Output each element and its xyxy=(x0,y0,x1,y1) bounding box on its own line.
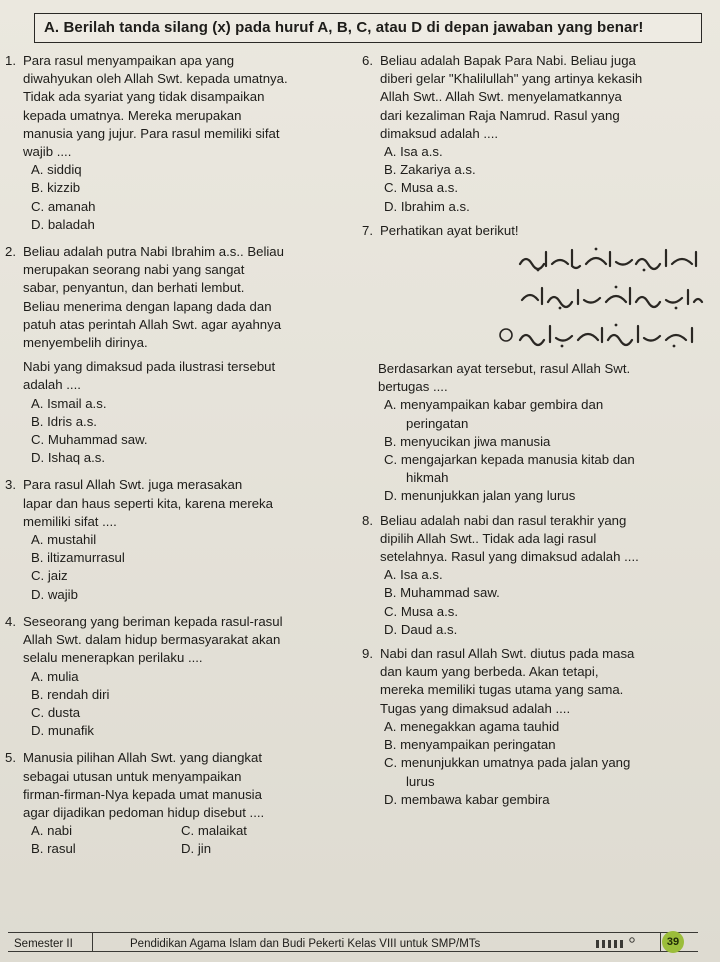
question-text-line: bertugas .... xyxy=(378,379,448,395)
question-5 xyxy=(5,749,357,822)
arabic-calligraphy-icon xyxy=(516,282,706,312)
question-number: 3. xyxy=(5,477,16,493)
answer-option[interactable]: B. iltizamurrasul xyxy=(31,550,125,566)
question-9 xyxy=(362,645,712,718)
answer-option[interactable]: B. Idris a.s. xyxy=(31,413,97,429)
question-text-line: lapar dan haus seperti kita, karena mereka xyxy=(23,495,273,511)
question-text-line: dari kezaliman Raja Namrud. Rasul yang xyxy=(380,107,620,123)
answer-option[interactable]: C. dusta xyxy=(31,704,81,720)
question-text-line: Berdasarkan ayat tersebut, rasul Allah Swt. xyxy=(378,361,631,377)
question-text-line: Para rasul Allah Swt. juga merasakan xyxy=(23,477,243,493)
question-text-line: Beliau adalah Bapak Para Nabi. Beliau juga xyxy=(380,53,636,68)
answer-option[interactable]: C. malaikat xyxy=(181,823,247,839)
question-text-line: wajib .... xyxy=(23,144,72,160)
footer-divider xyxy=(92,932,93,952)
right-column xyxy=(362,52,712,809)
question-number: 1. xyxy=(5,53,16,68)
question-number: 2. xyxy=(5,244,16,260)
answer-option-cont: lurus xyxy=(384,773,435,789)
question-text-line: Beliau adalah putra Nabi Ibrahim a.s.. Beliau xyxy=(23,244,284,260)
footer-semester: Semester II xyxy=(14,938,73,950)
answer-row xyxy=(5,840,357,858)
question-text-line: dipilih Allah Swt.. Tidak ada lagi rasul xyxy=(380,530,597,546)
answer-option[interactable]: B. rendah diri xyxy=(31,686,110,702)
question-text-line: Manusia pilihan Allah Swt. yang diangkat xyxy=(23,750,262,766)
page-number-badge: 39 xyxy=(662,931,684,953)
answer-option-cont: peringatan xyxy=(384,415,469,431)
question-number: 7. xyxy=(362,222,373,238)
question-number: 9. xyxy=(362,646,373,662)
footer-book-title: Pendidikan Agama Islam dan Budi Pekerti Kelas VIII untuk SMP/MTs xyxy=(130,938,481,950)
answer-option[interactable]: A. nabi xyxy=(31,823,73,839)
answer-option[interactable]: A. menegakkan agama tauhid xyxy=(384,718,560,734)
answer-option[interactable]: D. Daud a.s. xyxy=(384,621,458,637)
question-text-line: Beliau menerima dengan lapang dada dan xyxy=(23,298,272,314)
answer-option[interactable]: B. Muhammad saw. xyxy=(384,585,500,601)
question-text-line: memiliki sifat .... xyxy=(23,513,117,529)
answer-option[interactable]: D. wajib xyxy=(31,586,78,602)
question-7 xyxy=(362,222,712,240)
left-column xyxy=(5,52,357,859)
answer-option[interactable]: C. jaiz xyxy=(31,568,68,584)
question-text-line: setelahnya. Rasul yang dimaksud adalah .... xyxy=(380,549,639,565)
question-3 xyxy=(5,476,357,531)
instruction-title: A. Berilah tanda silang (x) pada huruf A, B, C, atau D di depan jawaban yang benar! xyxy=(44,19,644,36)
answer-option[interactable]: D. Ishaq a.s. xyxy=(31,450,106,466)
question-text-line: Nabi dan rasul Allah Swt. diutus pada masa xyxy=(380,646,635,662)
answer-row xyxy=(5,822,357,840)
answer-option[interactable]: C. menunjukkan umatnya pada jalan yang xyxy=(384,755,631,771)
answer-option-cont: hikmah xyxy=(384,470,449,486)
answer-option[interactable]: A. mustahil xyxy=(31,532,97,548)
question-text-line: sabar, penyantun, dan berhati lembut. xyxy=(23,280,245,296)
question-text-line: Tugas yang dimaksud adalah .... xyxy=(380,700,571,716)
answer-option[interactable]: A. Ismail a.s. xyxy=(31,395,107,411)
question-text-line: Allah Swt. dalam hidup bermasyarakat akan xyxy=(23,632,281,648)
arabic-verse-line-3 xyxy=(362,316,712,354)
question-6 xyxy=(362,52,712,143)
question-text-line: Para rasul menyampaikan apa yang xyxy=(23,53,235,68)
answer-option[interactable]: C. Muhammad saw. xyxy=(31,432,148,448)
answer-option[interactable]: D. jin xyxy=(181,841,212,857)
answer-option[interactable]: B. rasul xyxy=(31,841,76,857)
answer-option[interactable]: D. membawa kabar gembira xyxy=(384,791,550,807)
question-text-line: firman-firman-Nya kepada umat manusia xyxy=(23,786,262,802)
question-text-line: diberi gelar "Khalilullah" yang artinya kekasih xyxy=(380,71,643,87)
answer-option[interactable]: D. baladah xyxy=(31,216,95,232)
question-text-line: merupakan seorang nabi yang sangat xyxy=(23,262,245,278)
question-2 xyxy=(5,243,357,395)
question-text-line: agar dijadikan pedoman hidup disebut .... xyxy=(23,804,265,820)
question-text-line: mereka memiliki tugas utama yang sama. xyxy=(380,682,624,698)
answer-option[interactable]: B. kizzib xyxy=(31,180,81,196)
question-text-line: dan kaum yang berbeda. Akan tetapi, xyxy=(380,664,599,680)
answer-option[interactable]: B. Zakariya a.s. xyxy=(384,162,476,178)
question-text-line: Perhatikan ayat berikut! xyxy=(380,222,519,238)
answer-option[interactable]: D. Ibrahim a.s. xyxy=(384,198,470,214)
answer-option[interactable]: D. munafik xyxy=(31,723,95,739)
question-text-line: Nabi yang dimaksud pada ilustrasi tersebut xyxy=(23,359,276,375)
answer-option[interactable]: C. mengajarkan kepada manusia kitab dan xyxy=(384,452,635,468)
question-8 xyxy=(362,512,712,567)
page-footer xyxy=(0,918,720,962)
answer-option[interactable]: A. Isa a.s. xyxy=(384,567,443,583)
question-text-line: diwahyukan oleh Allah Swt. kepada umatnya. xyxy=(23,71,288,87)
question-number: 4. xyxy=(5,613,16,629)
answer-option[interactable]: D. menunjukkan jalan yang lurus xyxy=(384,488,576,504)
arabic-calligraphy-icon xyxy=(516,244,706,274)
question-text-line: adalah .... xyxy=(23,377,81,393)
arabic-verse-line-2 xyxy=(362,278,712,316)
question-text-line: Tidak ada syariat yang tidak disampaikan xyxy=(23,89,265,105)
answer-option[interactable]: A. mulia xyxy=(31,668,79,684)
question-text-line: sebagai utusan untuk menyampaikan xyxy=(23,768,242,784)
question-text-line: dimaksud adalah .... xyxy=(380,125,499,141)
answer-option[interactable]: A. siddiq xyxy=(31,162,82,178)
answer-option[interactable]: C. Musa a.s. xyxy=(384,603,459,619)
answer-option[interactable]: B. menyampaikan peringatan xyxy=(384,737,556,753)
question-1 xyxy=(5,52,357,161)
question-text-line: patuh atas perintah Allah Swt. agar ayahnya xyxy=(23,316,282,332)
question-number: 8. xyxy=(362,512,373,528)
answer-option[interactable]: A. Isa a.s. xyxy=(384,144,443,160)
question-text-line: kepada umatnya. Mereka merupakan xyxy=(23,107,242,123)
question-number: 5. xyxy=(5,750,16,766)
question-text-line: manusia yang jujur. Para rasul memiliki sifat xyxy=(23,125,280,141)
question-4 xyxy=(5,613,357,668)
question-text-line: selalu menerapkan perilaku .... xyxy=(23,650,203,666)
answer-option[interactable]: B. menyucikan jiwa manusia xyxy=(384,433,551,449)
question-text-line: Allah Swt.. Allah Swt. menyelamatkannya xyxy=(380,89,622,105)
footer-decoration-icon xyxy=(596,937,636,951)
question-text-line: Seseorang yang beriman kepada rasul-rasul xyxy=(23,613,283,629)
answer-option[interactable]: A. menyampaikan kabar gembira dan xyxy=(384,397,604,413)
answer-option[interactable]: C. amanah xyxy=(31,198,96,214)
question-text-line: menyembelih dirinya. xyxy=(23,335,148,351)
arabic-calligraphy-icon xyxy=(496,320,706,350)
question-text-line: Beliau adalah nabi dan rasul terakhir yang xyxy=(380,512,627,528)
arabic-verse-line-1 xyxy=(362,240,712,278)
question-number: 6. xyxy=(362,53,373,68)
answer-option[interactable]: C. Musa a.s. xyxy=(384,180,459,196)
